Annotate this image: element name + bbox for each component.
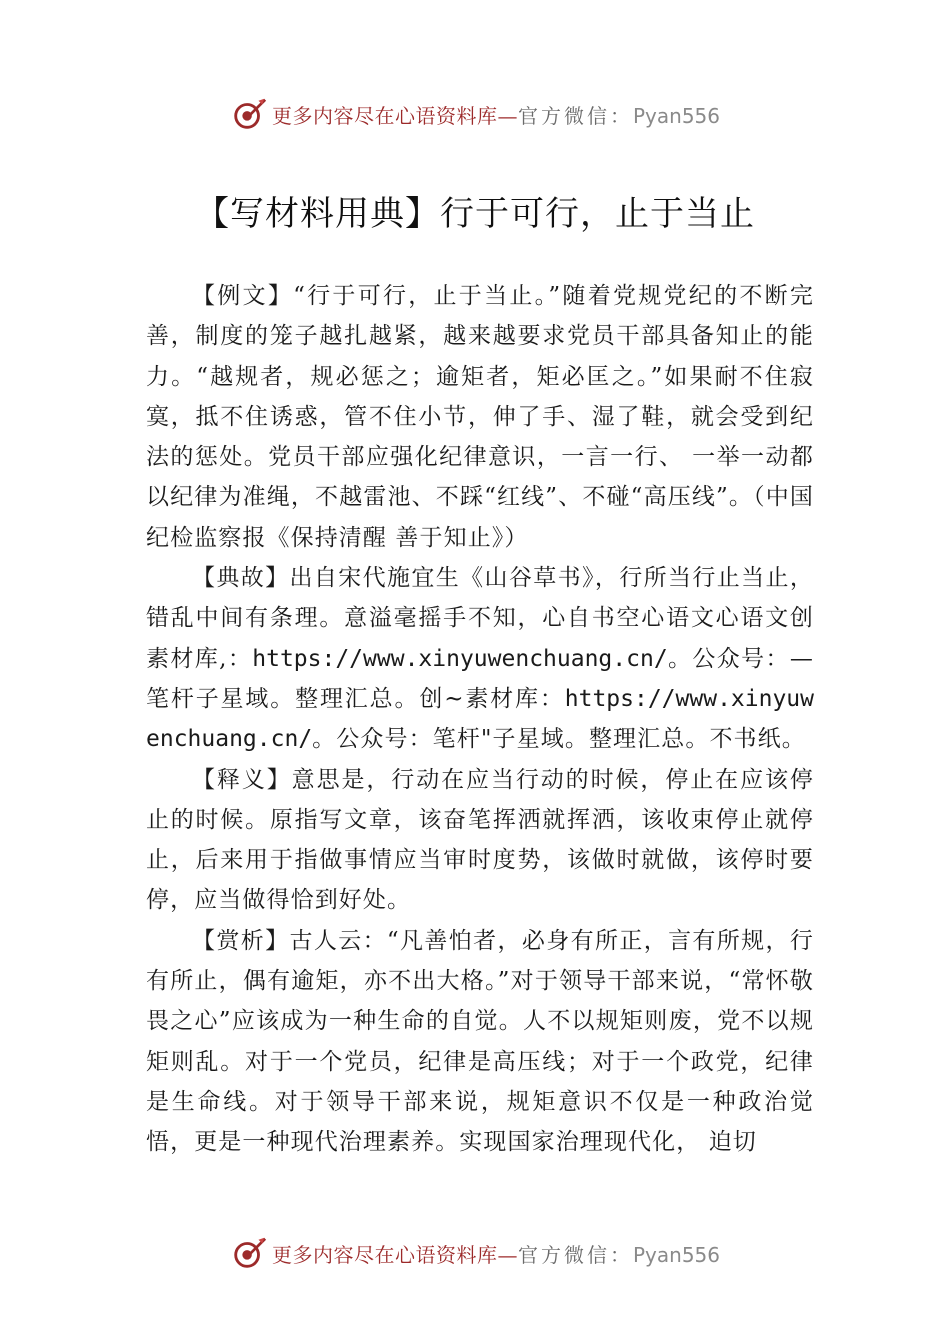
section-text: 意思是，行动在应当行动的时候，停止在应该停止的时候。原指写文章，该奋笔挥洒就挥洒，该收束停止就停止，后来用于指做事情应当审时度势，该做时就做，该停时要停，应当做得恰到好处。 [146,766,814,914]
header-banner [0,94,950,134]
banner-official-label: 官方微信： [517,1242,633,1267]
banner-separator: — [497,103,518,128]
section-label: 【典故】 [192,565,290,592]
section-label: 【释义】 [192,766,292,793]
document-title: 【写材料用典】行于可行，止于当止 [195,194,755,234]
section-text: 。公众号：笔杆"子星域。整理汇总。不书纸。 [312,726,806,753]
section-appreciation [146,921,814,1163]
section-meaning [146,760,814,921]
quill-pen-circle-icon [230,1234,268,1272]
section-text: 。公众号：—笔杆子星域。整理汇总。创~素材库： [146,645,814,712]
document-body [146,276,814,1163]
quill-pen-circle-icon [230,95,268,133]
website-url: https://www.xinyuwenchuang.cn/ [252,645,668,672]
banner-account: Pyan556 [632,1242,720,1267]
section-label: 【赏析】 [192,927,290,954]
banner-account: Pyan556 [632,103,720,128]
footer-banner [0,1233,950,1273]
banner-main-text: 更多内容尽在心语资料库 [271,1242,498,1267]
section-example [146,276,814,558]
website-url: https://www.xinyuwenchuang.cn/ [146,685,814,753]
section-text: “行于可行，止于当止。”随着党规党纪的不断完善，制度的笼子越扎越紧，越来越要求党员干部具备知止的能力。“越规者，规必惩之；逾矩者，矩必匡之。”如果耐不住寂寞，抵不住诱惑，管不住小节，伸了手、湿了鞋，就会受到纪法的惩处。党员干部应强化纪律意识，一言一行、 一举一动都以纪律为准绳，不越雷池、不踩“红线”、不碰“高压线”。（中国纪检监察报《保持清醒 善于知止》） [146,283,815,551]
section-text: 出自宋代施宜生《山谷草书》，行所当行止当止， 错乱中间有条理。意溢毫摇手不知，心自书空心语文心语文创素材库,： [146,565,815,672]
banner-text [272,100,720,129]
banner-official-label: 官方微信： [517,103,633,128]
section-label: 【例文】 [192,283,294,309]
banner-main-text: 更多内容尽在心语资料库 [271,103,498,128]
section-text: 古人云：“凡善怕者，必身有所正，言有所规，行有所止，偶有逾矩，亦不出大格。”对于领导干部来说，“常怀敬畏之心”应该成为一种生命的自觉。人不以规矩则废，党不以规矩则乱。对于一个党员，纪律是高压线；对于一个政党，纪律是生命线。对于领导干部来说，规矩意识不仅是一种政治觉悟，更是一种现代治理素养。实现国家治理现代化， 迫切 [146,927,814,1156]
banner-separator: — [497,1242,518,1267]
banner-text [272,1239,720,1268]
section-allusion [146,558,814,759]
